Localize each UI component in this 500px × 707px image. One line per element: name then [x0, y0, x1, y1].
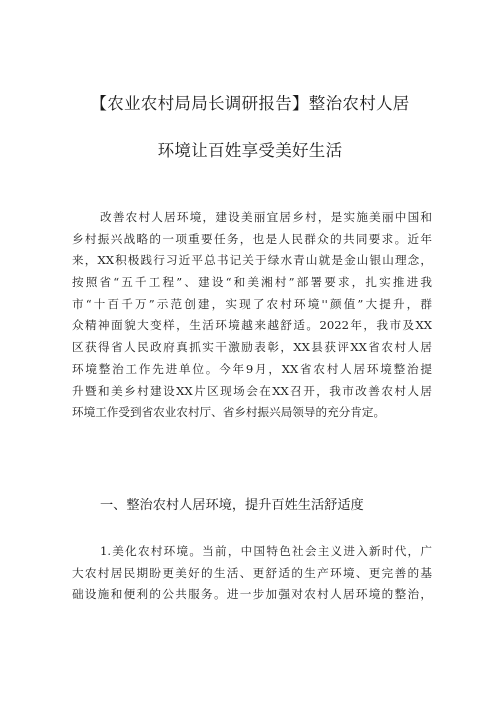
section-1-paragraph — [72, 541, 432, 606]
intro-line: 区获得省人民政府真抓实干激励表彰，XX县获评XX省农村人居 — [72, 340, 432, 355]
intro-line: 升暨和美乡村建设XX片区现场会在XX召开，我市改善农村人居 — [72, 383, 432, 398]
intro-line: 市“十百千万”示范创建，实现了农村环境''颜值”大提升，群 — [72, 296, 432, 311]
document-title-line-2: 环境让百姓享受美好生活 — [157, 141, 343, 160]
intro-line: 按照省“五千工程”、建设“和美湘村”部署要求，扎实推进我 — [72, 275, 432, 290]
section-1-line: 大农村居民期盼更美好的生活、更舒适的生产环境、更完善的基 — [72, 565, 432, 580]
section-1-line: 础设施和便利的公共服务。进一步加强对农村人居环境的整治， — [72, 587, 432, 602]
intro-line: 改善农村人居环境，建设美丽宜居乡村，是实施美丽中国和 — [100, 210, 432, 224]
intro-line: 乡村振兴战略的一项重要任务，也是人民群众的共同要求。近年 — [72, 231, 432, 246]
section-1-line: 1.美化农村环境。当前，中国特色社会主义进入新时代，广 — [100, 544, 432, 558]
intro-paragraph — [72, 207, 432, 424]
intro-line: 来，XX积极践行习近平总书记关于绿水青山就是金山银山理念， — [72, 253, 432, 268]
document-title-line-1: 【农业农村局局长调研报告】整治农村人居 — [90, 94, 410, 113]
intro-line: 众精神面貌大变样，生活环境越来越舒适。2022年，我市及XX — [72, 318, 432, 333]
intro-line: 环境整治工作先进单位。今年9月，XX省农村人居环境整治提 — [72, 361, 432, 376]
intro-line: 环境工作受到省农业农村厅、省乡村振兴局领导的充分肯定。 — [72, 405, 386, 420]
section-heading: 一、整治农村人居环境，提升百姓生活舒适度 — [100, 498, 364, 513]
